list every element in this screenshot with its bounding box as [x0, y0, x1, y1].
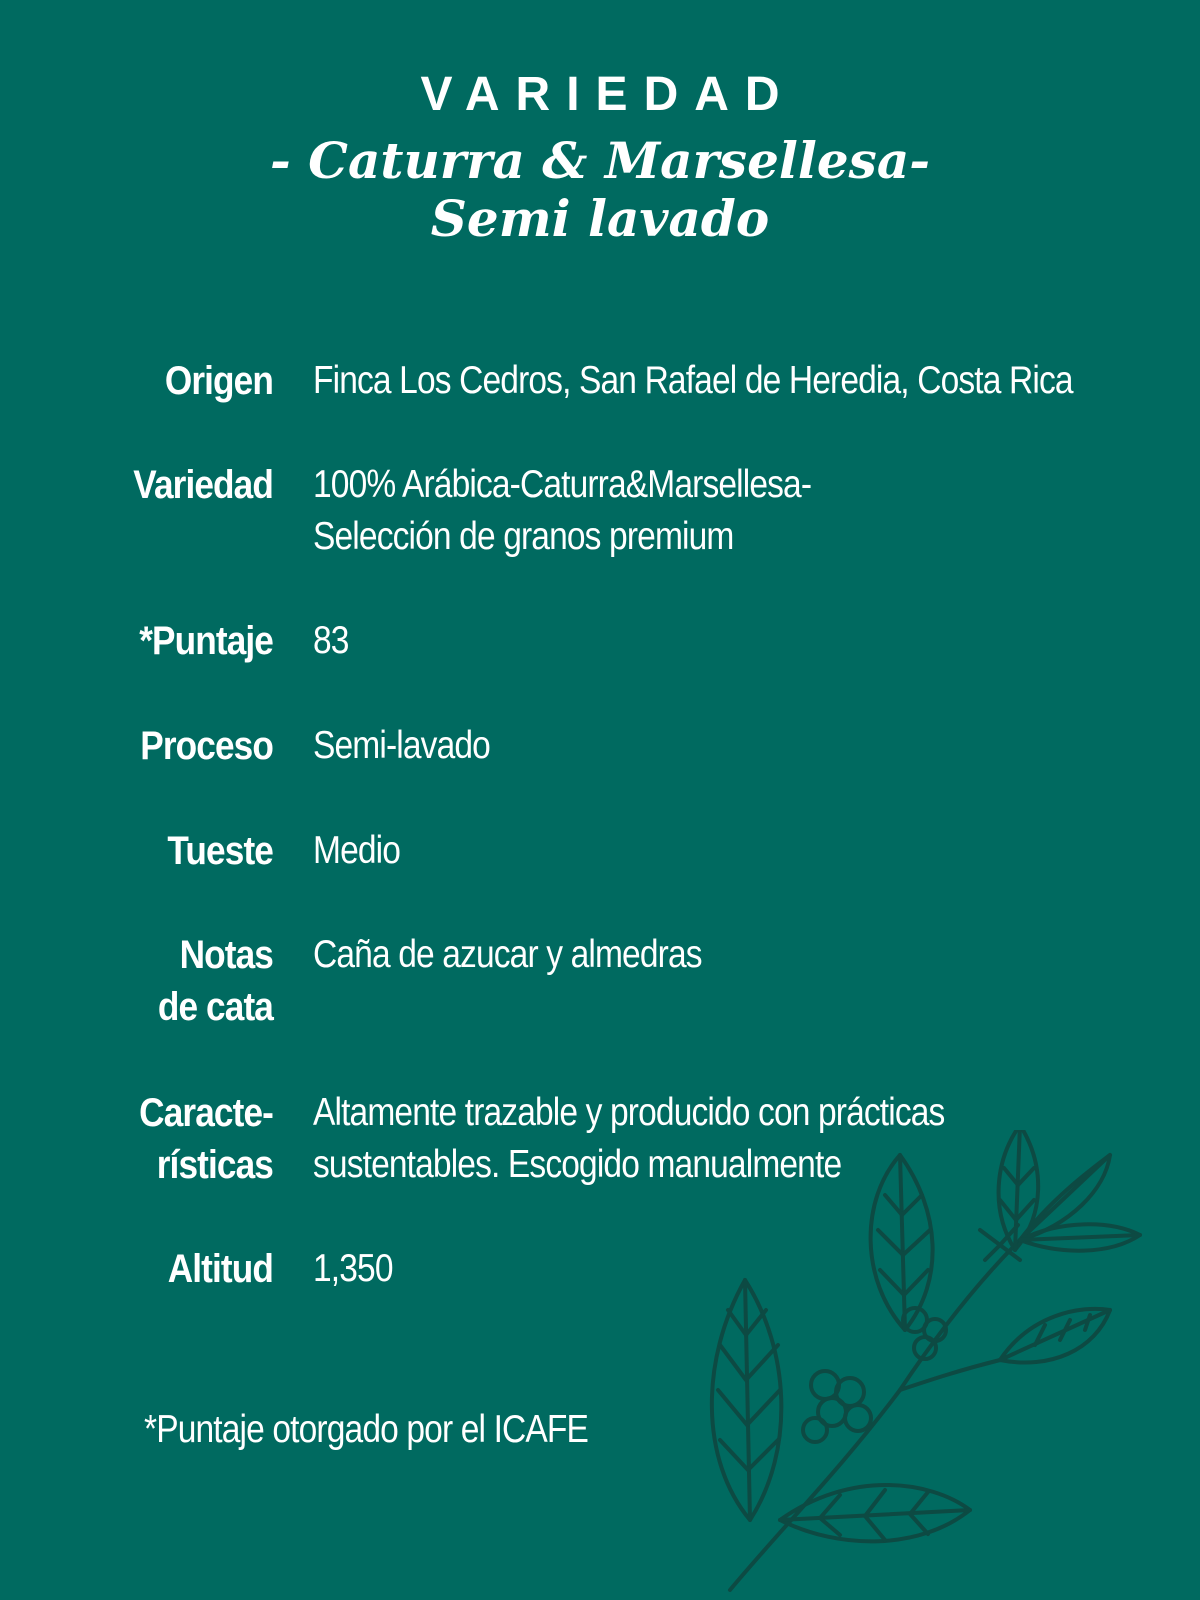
- row-notas: [0, 929, 1200, 1033]
- row-value: 1,350: [313, 1247, 393, 1290]
- row-variedad: [0, 459, 1200, 558]
- footnote: *Puntaje otorgado por el ICAFE: [144, 1408, 589, 1451]
- header: [0, 62, 1200, 248]
- row-value: 100% Arábica-Caturra&Marsellesa- Selección de granos premium: [313, 463, 812, 558]
- kicker-title: VARIEDAD: [420, 68, 796, 121]
- variety-title: - Caturra & Marsellesa-: [270, 131, 930, 190]
- row-label: Notas de cata: [157, 933, 273, 1029]
- row-label: Altitud: [167, 1247, 273, 1291]
- row-value: Semi-lavado: [313, 724, 490, 767]
- row-label: Variedad: [133, 463, 273, 507]
- row-value: Caña de azucar y almedras: [313, 933, 702, 976]
- coffee-branch-icon: [700, 1130, 1180, 1600]
- row-tueste: [0, 825, 1200, 877]
- row-puntaje: [0, 615, 1200, 667]
- process-title: Semi lavado: [430, 189, 770, 248]
- row-label: Tueste: [167, 829, 273, 873]
- row-origen: [0, 355, 1200, 407]
- row-proceso: [0, 720, 1200, 772]
- row-value: Finca Los Cedros, San Rafael de Heredia, Costa Rica: [313, 359, 1073, 402]
- row-label: Proceso: [140, 724, 273, 768]
- row-value: Medio: [313, 829, 401, 872]
- row-value: 83: [313, 619, 349, 662]
- row-label: Caracte- rísticas: [139, 1091, 273, 1187]
- row-value: Altamente trazable y producido con prácticas sustentables. Escogido manualmente: [313, 1091, 945, 1186]
- row-label: Origen: [164, 359, 273, 403]
- row-label: *Puntaje: [139, 619, 273, 663]
